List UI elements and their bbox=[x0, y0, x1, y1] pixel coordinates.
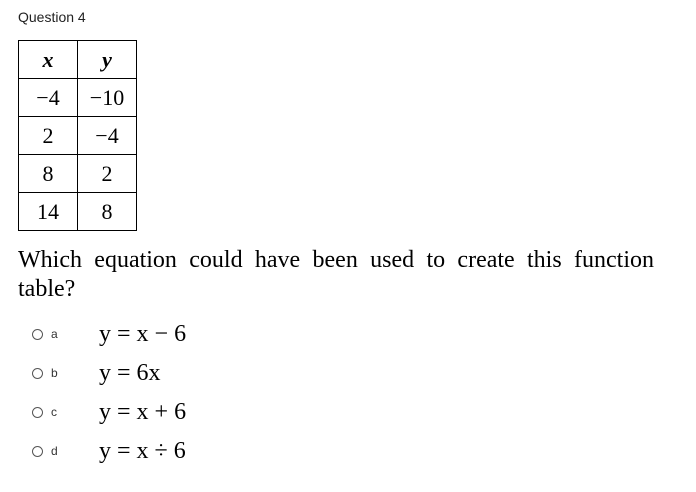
option-d-equation: y = x ÷ 6 bbox=[99, 437, 186, 464]
question-title: Question 4 bbox=[18, 9, 86, 25]
function-table bbox=[18, 40, 137, 231]
table-cell: 8 bbox=[19, 155, 78, 193]
table-cell: 8 bbox=[78, 193, 137, 231]
option-c-letter: c bbox=[51, 405, 57, 419]
table-cell: 2 bbox=[78, 155, 137, 193]
table-header-row bbox=[19, 41, 137, 79]
table-cell: −10 bbox=[78, 79, 137, 117]
option-c[interactable] bbox=[32, 397, 186, 427]
table-row bbox=[19, 79, 137, 117]
table-row bbox=[19, 117, 137, 155]
option-d-letter: d bbox=[51, 444, 58, 458]
question-prompt: Which equation could have been used to create this function table? bbox=[18, 247, 654, 302]
option-a-equation: y = x − 6 bbox=[99, 320, 187, 347]
option-d[interactable] bbox=[32, 436, 186, 466]
option-b-letter: b bbox=[51, 366, 58, 380]
option-c-radio[interactable] bbox=[32, 407, 43, 418]
option-c-equation: y = x + 6 bbox=[99, 398, 187, 425]
table-header-x: x bbox=[19, 41, 78, 79]
option-b[interactable] bbox=[32, 358, 161, 388]
option-a[interactable] bbox=[32, 319, 186, 349]
table-cell: −4 bbox=[78, 117, 137, 155]
option-d-radio[interactable] bbox=[32, 446, 43, 457]
table-row bbox=[19, 193, 137, 231]
option-b-equation: y = 6x bbox=[99, 359, 161, 386]
table-row bbox=[19, 155, 137, 193]
option-a-radio[interactable] bbox=[32, 329, 43, 340]
table-cell: 2 bbox=[19, 117, 78, 155]
table-header-y: y bbox=[78, 41, 137, 79]
table-cell: 14 bbox=[19, 193, 78, 231]
table-cell: −4 bbox=[19, 79, 78, 117]
option-b-radio[interactable] bbox=[32, 368, 43, 379]
option-a-letter: a bbox=[51, 327, 58, 341]
